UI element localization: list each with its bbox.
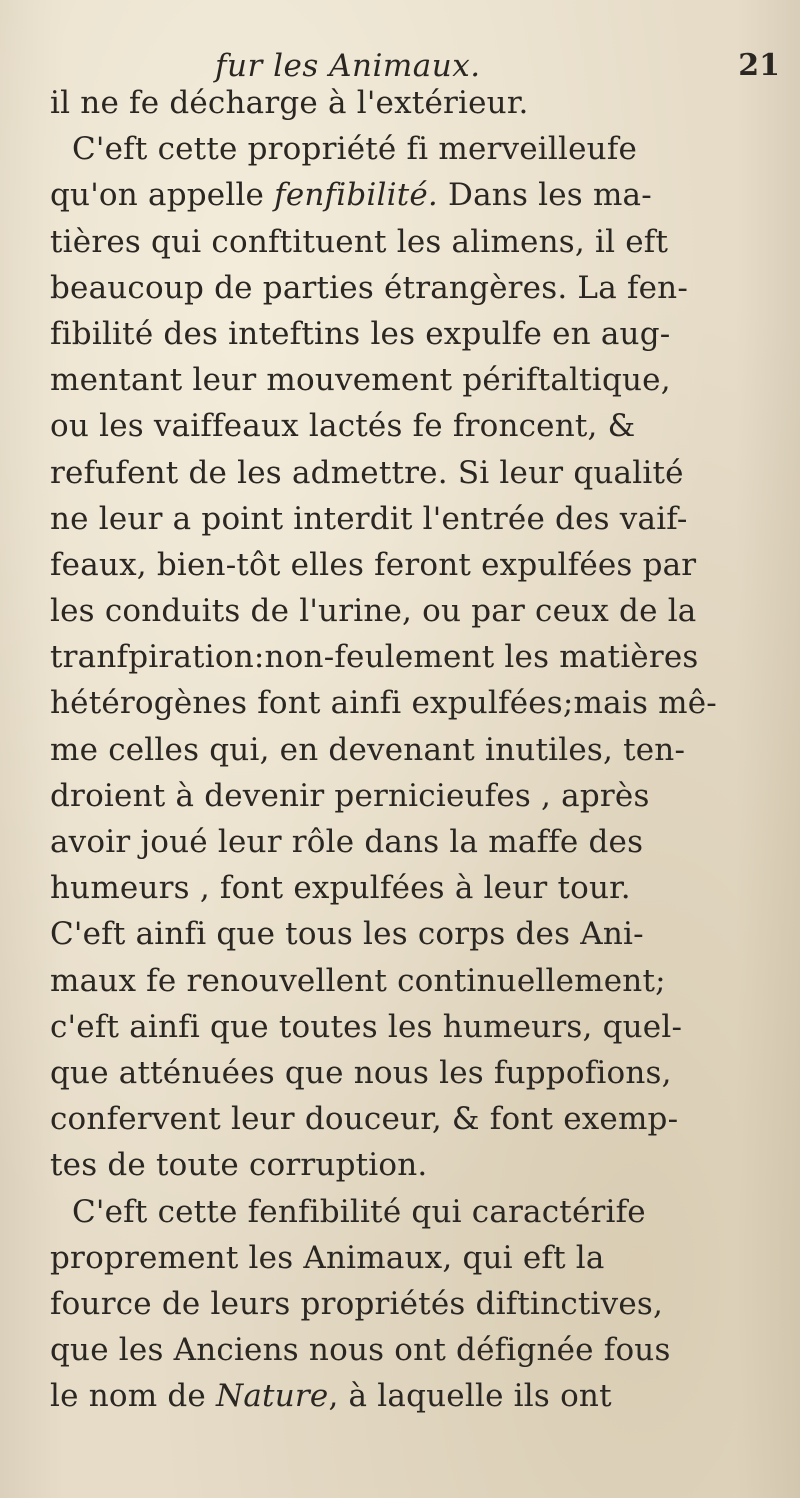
- body-text: [50, 80, 750, 1419]
- text-line: tières qui conftituent les alimens, il eft: [50, 223, 669, 260]
- text-line: que atténuées que nous les fuppofions,: [50, 1054, 672, 1091]
- text-line: tes de toute corruption.: [50, 1147, 428, 1184]
- text-line: ou les vaiffeaux lactés fe froncent, &: [50, 408, 636, 445]
- text-line: fibilité des inteftins les expulfe en aug-: [50, 315, 671, 352]
- italic-term: fenfibilité.: [274, 177, 438, 214]
- text-line: proprement les Animaux, qui eft la: [50, 1239, 605, 1276]
- text-line: C'eft cette propriété fi merveilleufe: [72, 131, 638, 168]
- text-line: me celles qui, en devenant inutiles, ten-: [50, 731, 686, 768]
- text-line: refufent de les admettre. Si leur qualité: [50, 454, 684, 491]
- page-number: 21: [738, 48, 780, 83]
- text-line: mentant leur mouvement périftaltique,: [50, 362, 671, 399]
- text-line: maux fe renouvellent continuellement;: [50, 962, 666, 999]
- italic-term: Nature: [216, 1378, 329, 1415]
- text-line: hétérogènes font ainfi expulfées;mais mê-: [50, 685, 717, 722]
- text-segment: qu'on appelle: [50, 177, 275, 214]
- text-line: C'eft cette fenfibilité qui caractérife: [72, 1193, 646, 1230]
- text-line: [50, 1373, 750, 1419]
- text-line: droient à devenir pernicieufes , après: [50, 777, 650, 814]
- text-line: [50, 172, 750, 218]
- running-title: fur les Animaux.: [215, 48, 481, 84]
- text-line: feaux, bien-tôt elles feront expulfées par: [50, 546, 697, 583]
- text-segment: le nom de: [50, 1378, 217, 1415]
- text-line: tranfpiration:non-feulement les matières: [50, 639, 699, 676]
- text-line: avoir joué leur rôle dans la maffe des: [50, 824, 644, 860]
- text-line: ne leur a point interdit l'entrée des vaif-: [50, 500, 688, 537]
- text-line: c'eft ainfi que toutes les humeurs, quel-: [50, 1008, 683, 1045]
- text-line: humeurs , font expulfées à leur tour.: [50, 870, 631, 907]
- text-line: que les Anciens nous ont défignée fous: [50, 1332, 671, 1369]
- text-segment: , à laquelle ils ont: [328, 1378, 612, 1415]
- text-line: il ne fe décharge à l'extérieur.: [50, 85, 529, 121]
- text-line: beaucoup de parties étrangères. La fen-: [50, 269, 689, 306]
- text-line: fource de leurs propriétés diftinctives,: [50, 1285, 664, 1322]
- text-line: les conduits de l'urine, ou par ceux de la: [50, 593, 697, 630]
- text-segment: Dans les ma-: [438, 177, 652, 214]
- text-line: C'eft ainfi que tous les corps des Ani-: [50, 916, 644, 953]
- text-line: confervent leur douceur, & font exemp-: [50, 1101, 679, 1138]
